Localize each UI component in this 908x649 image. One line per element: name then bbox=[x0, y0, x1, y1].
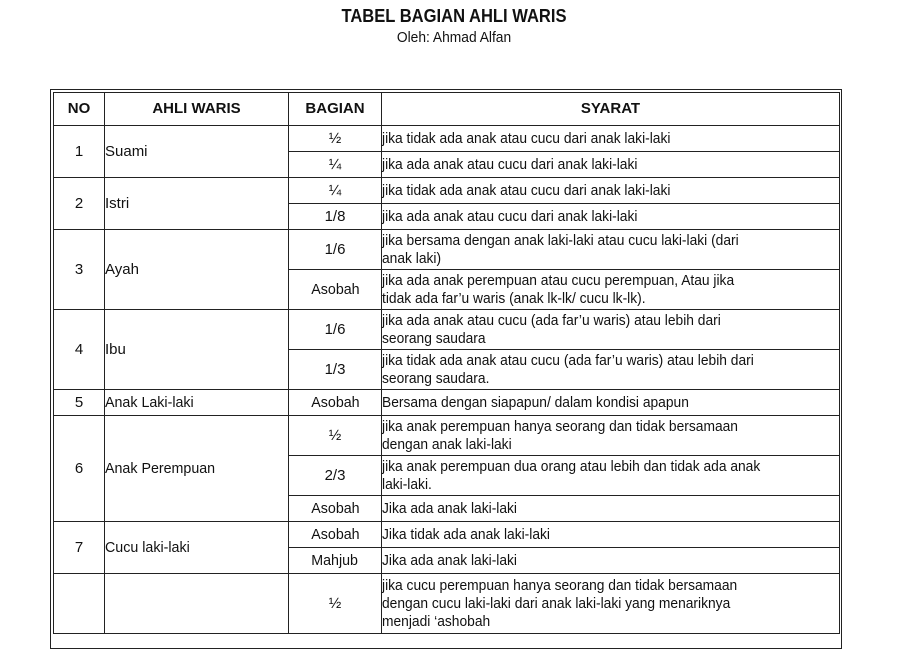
table-row bbox=[54, 230, 840, 270]
share-value: ½ bbox=[289, 416, 382, 456]
share-value: ¼ bbox=[289, 178, 382, 204]
share-value: Asobah bbox=[289, 270, 382, 310]
heir-name bbox=[105, 574, 289, 634]
table-row bbox=[54, 126, 840, 152]
condition-text: jika tidak ada anak atau cucu dari anak laki-laki bbox=[382, 178, 840, 204]
share-value: 2/3 bbox=[289, 456, 382, 496]
condition-text: jika bersama dengan anak laki-laki atau cucu laki-laki (dari anak laki) bbox=[382, 230, 840, 270]
row-no: 2 bbox=[54, 178, 105, 230]
row-no: 1 bbox=[54, 126, 105, 178]
condition-text: Jika ada anak laki-laki bbox=[382, 548, 840, 574]
condition-text: jika anak perempuan dua orang atau lebih dan tidak ada anak laki-laki. bbox=[382, 456, 840, 496]
row-no: 7 bbox=[54, 522, 105, 574]
share-value: 1/3 bbox=[289, 350, 382, 390]
share-value: 1/8 bbox=[289, 204, 382, 230]
table-row bbox=[54, 574, 840, 634]
share-value: Asobah bbox=[289, 390, 382, 416]
row-no: 5 bbox=[54, 390, 105, 416]
share-value: Mahjub bbox=[289, 548, 382, 574]
share-value: ¼ bbox=[289, 152, 382, 178]
table-frame bbox=[50, 89, 842, 649]
condition-text: jika ada anak atau cucu dari anak laki-laki bbox=[382, 204, 840, 230]
row-no: 6 bbox=[54, 416, 105, 522]
header-no: NO bbox=[54, 93, 105, 126]
share-value: Asobah bbox=[289, 496, 382, 522]
table-row bbox=[54, 416, 840, 456]
table-row bbox=[54, 522, 840, 548]
share-value: 1/6 bbox=[289, 230, 382, 270]
heir-name: Anak Laki-laki bbox=[105, 390, 289, 416]
share-value: 1/6 bbox=[289, 310, 382, 350]
inheritance-table bbox=[53, 92, 840, 634]
condition-text: jika ada anak atau cucu (ada far’u waris) atau lebih dari seorang saudara bbox=[382, 310, 840, 350]
heir-name: Cucu laki-laki bbox=[105, 522, 289, 574]
row-no: 4 bbox=[54, 310, 105, 390]
row-no: 3 bbox=[54, 230, 105, 310]
share-value: ½ bbox=[289, 574, 382, 634]
header-bagian: BAGIAN bbox=[289, 93, 382, 126]
heir-name: Anak Perempuan bbox=[105, 416, 289, 522]
table-row bbox=[54, 178, 840, 204]
condition-text: jika ada anak perempuan atau cucu perempuan, Atau jika tidak ada far’u waris (anak lk-lk/ cucu lk-lk). bbox=[382, 270, 840, 310]
table-row bbox=[54, 310, 840, 350]
condition-text: Jika ada anak laki-laki bbox=[382, 496, 840, 522]
table-header-row bbox=[54, 93, 840, 126]
condition-text: jika tidak ada anak atau cucu dari anak laki-laki bbox=[382, 126, 840, 152]
share-value: Asobah bbox=[289, 522, 382, 548]
table-row bbox=[54, 390, 840, 416]
condition-text: Bersama dengan siapapun/ dalam kondisi apapun bbox=[382, 390, 840, 416]
header-ahli-waris: AHLI WARIS bbox=[105, 93, 289, 126]
condition-text: jika anak perempuan hanya seorang dan tidak bersamaan dengan anak laki-laki bbox=[382, 416, 840, 456]
document-title: TABEL BAGIAN AHLI WARIS bbox=[341, 6, 567, 26]
condition-text: jika ada anak atau cucu dari anak laki-laki bbox=[382, 152, 840, 178]
heir-name: Suami bbox=[105, 126, 289, 178]
condition-text: jika cucu perempuan hanya seorang dan tidak bersamaan dengan cucu laki-laki dari anak laki-laki yang menariknya menjadi ‘ashobah bbox=[382, 574, 840, 634]
condition-text: jika tidak ada anak atau cucu (ada far’u waris) atau lebih dari seorang saudara. bbox=[382, 350, 840, 390]
header-syarat: SYARAT bbox=[382, 93, 840, 126]
heir-name: Ibu bbox=[105, 310, 289, 390]
heir-name: Istri bbox=[105, 178, 289, 230]
condition-text: Jika tidak ada anak laki-laki bbox=[382, 522, 840, 548]
document-author: Oleh: Ahmad Alfan bbox=[396, 29, 512, 46]
share-value: ½ bbox=[289, 126, 382, 152]
heir-name: Ayah bbox=[105, 230, 289, 310]
row-no bbox=[54, 574, 105, 634]
